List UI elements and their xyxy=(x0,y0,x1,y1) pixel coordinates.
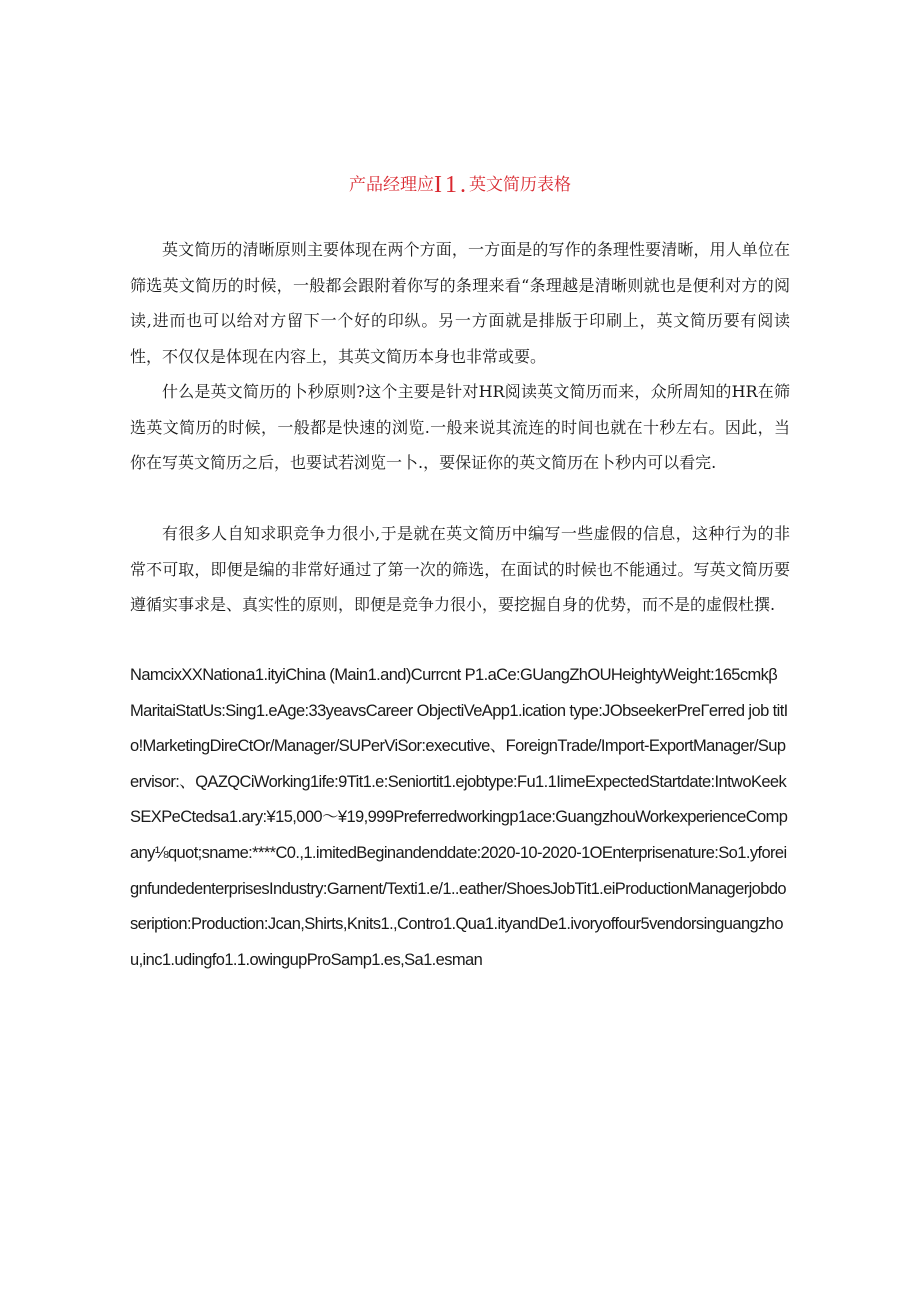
title-prefix: 产品经理应 xyxy=(349,175,434,195)
title-suffix: 英文简历表格 xyxy=(469,175,571,195)
paragraph-ten-second-principle: 什么是英文简历的卜秒原则?这个主要是针对HR阅读英文简历而来，众所周知的HR在筛选英文简历的时候，一般都是快速的浏览.一般来说其流连的时间也就在十秒左右。因此，当你在写英文简历之后，也要试若浏览一卜.，要保证你的英文简历在卜秒内可以看完. xyxy=(130,382,790,472)
resume-english-block: NamcixXXNationa1.ityiChina (Main1.and)Currcnt P1.aCe:GUangZhOUHeightyWeight:165cmkβMaritaiStatUs:Sing1.eAge:33yeavsCareer ObjectiVeApp1.ication type:JObseekerPreΓerred job titIo!MarketingDireCtOr/Manager/SUPerViSor:executive、ForeignTrade/Import-ExportManager/Supervisor:、QAZQCiWorking1ife:9Tit1.e:Seniortit1.ejobtype:Fu1.1IimeExpectedStartdate:IntwoKeekSEXPeCtedsa1.ary:¥15,000～¥19,999Preferredworkingp1ace:GuangzhouWorkexperienceCompany⅛quot;sname:****C0.,1.imitedBeginandenddate:2020-10-2020-1OEnterprisenature:So1.yforeignfundedenterprisesIndustry:Garnent/Texti1.e/1..eather/ShoesJobTit1.eiProductionManagerjobdoseription:Production:Jcan,Shirts,Knits1.,Contro1.Qua1.ityandDe1.ivoryoffour5vendorsinguangzhou,inc1.udingfo1.1.owingupProSamp1.es,Sa1.esman xyxy=(130,666,788,969)
document-title xyxy=(0,170,920,197)
paragraph-honesty-principle: 有很多人自知求职竞争力很小,于是就在英文简历中编写一些虚假的信息，这种行为的非常不可取，即便是编的非常好通过了第一次的筛选，在面试的时候也不能通过。写英文简历要遵循实事求是、真实性的原则，即便是竞争力很小，要挖掘自身的优势，而不是的虚假杜撰. xyxy=(130,524,790,614)
title-mid: I1. xyxy=(434,172,469,198)
paragraph-clarity-principle: 英文简历的清晰原则主要体现在两个方面，一方面是的写作的条理性要清晰，用人单位在筛选英文简历的时候，一般都会跟附着你写的条理来看“条理越是清晰则就也是便利对方的阅读,进而也可以给对方留下一个好的印纵。另一方面就是排版于印刷上，英文简历要有阅读性，不仅仅是体现在内容上，其英文简历本身也非常或要。 xyxy=(130,240,790,366)
